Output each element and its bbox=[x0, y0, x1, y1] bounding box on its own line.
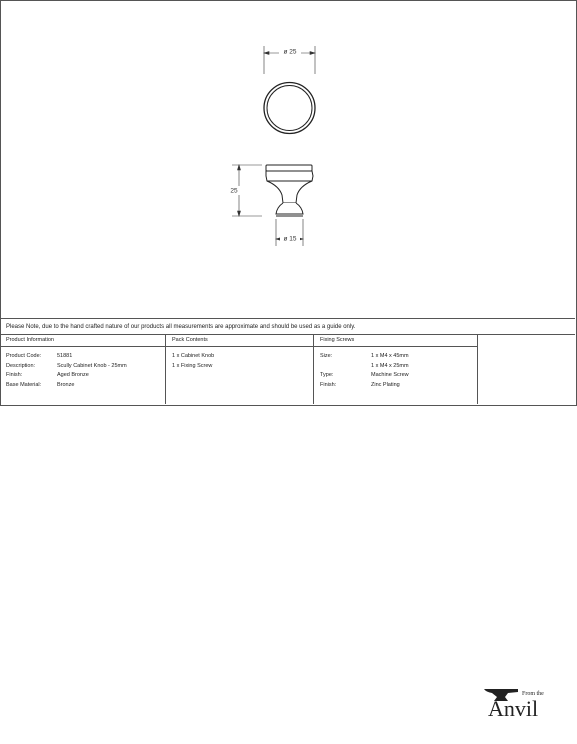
product-information-heading: Product Information bbox=[0, 335, 165, 347]
knob-side-view bbox=[266, 165, 313, 216]
base-diameter-label: ø 15 bbox=[283, 235, 297, 243]
screw-size-row-2: 1 x M4 x 25mm bbox=[371, 362, 409, 369]
disclaimer-note: Please Note, due to the hand crafted nature of our products all measurements are approximate and should be used as a guide only. bbox=[0, 318, 575, 335]
finish-row: Finish: Aged Bronze bbox=[6, 372, 89, 378]
base-material-row: Base Material: Bronze bbox=[6, 381, 75, 388]
product-code-row: Product Code: 51881 bbox=[6, 353, 73, 359]
knob-drawing bbox=[0, 0, 577, 318]
top-diameter-label: ø 25 bbox=[283, 48, 297, 56]
fixing-screws-heading: Fixing Screws bbox=[314, 335, 477, 347]
pack-contents-column bbox=[166, 335, 314, 404]
pack-item: 1 x Cabinet Knob bbox=[172, 353, 215, 359]
height-label: 25 bbox=[230, 187, 238, 195]
pack-contents-heading: Pack Contents bbox=[166, 335, 313, 347]
knob-top-view bbox=[264, 83, 315, 134]
screw-finish-row: Finish: Zinc Plating bbox=[320, 381, 400, 388]
brand-name: Anvil bbox=[488, 696, 539, 721]
screw-type-row: Type: Machine Screw bbox=[320, 372, 409, 378]
pack-item: 1 x Fixing Screw bbox=[172, 362, 213, 369]
description-row: Description: Scully Cabinet Knob - 25mm bbox=[6, 362, 127, 369]
brand-from-the: From the bbox=[522, 691, 544, 697]
fixing-screws-column bbox=[314, 335, 478, 404]
info-table bbox=[0, 335, 575, 721]
screw-size-row: Size: 1 x M4 x 45mm bbox=[320, 353, 409, 359]
product-information-column bbox=[0, 335, 166, 404]
anvil-logo bbox=[478, 670, 575, 739]
